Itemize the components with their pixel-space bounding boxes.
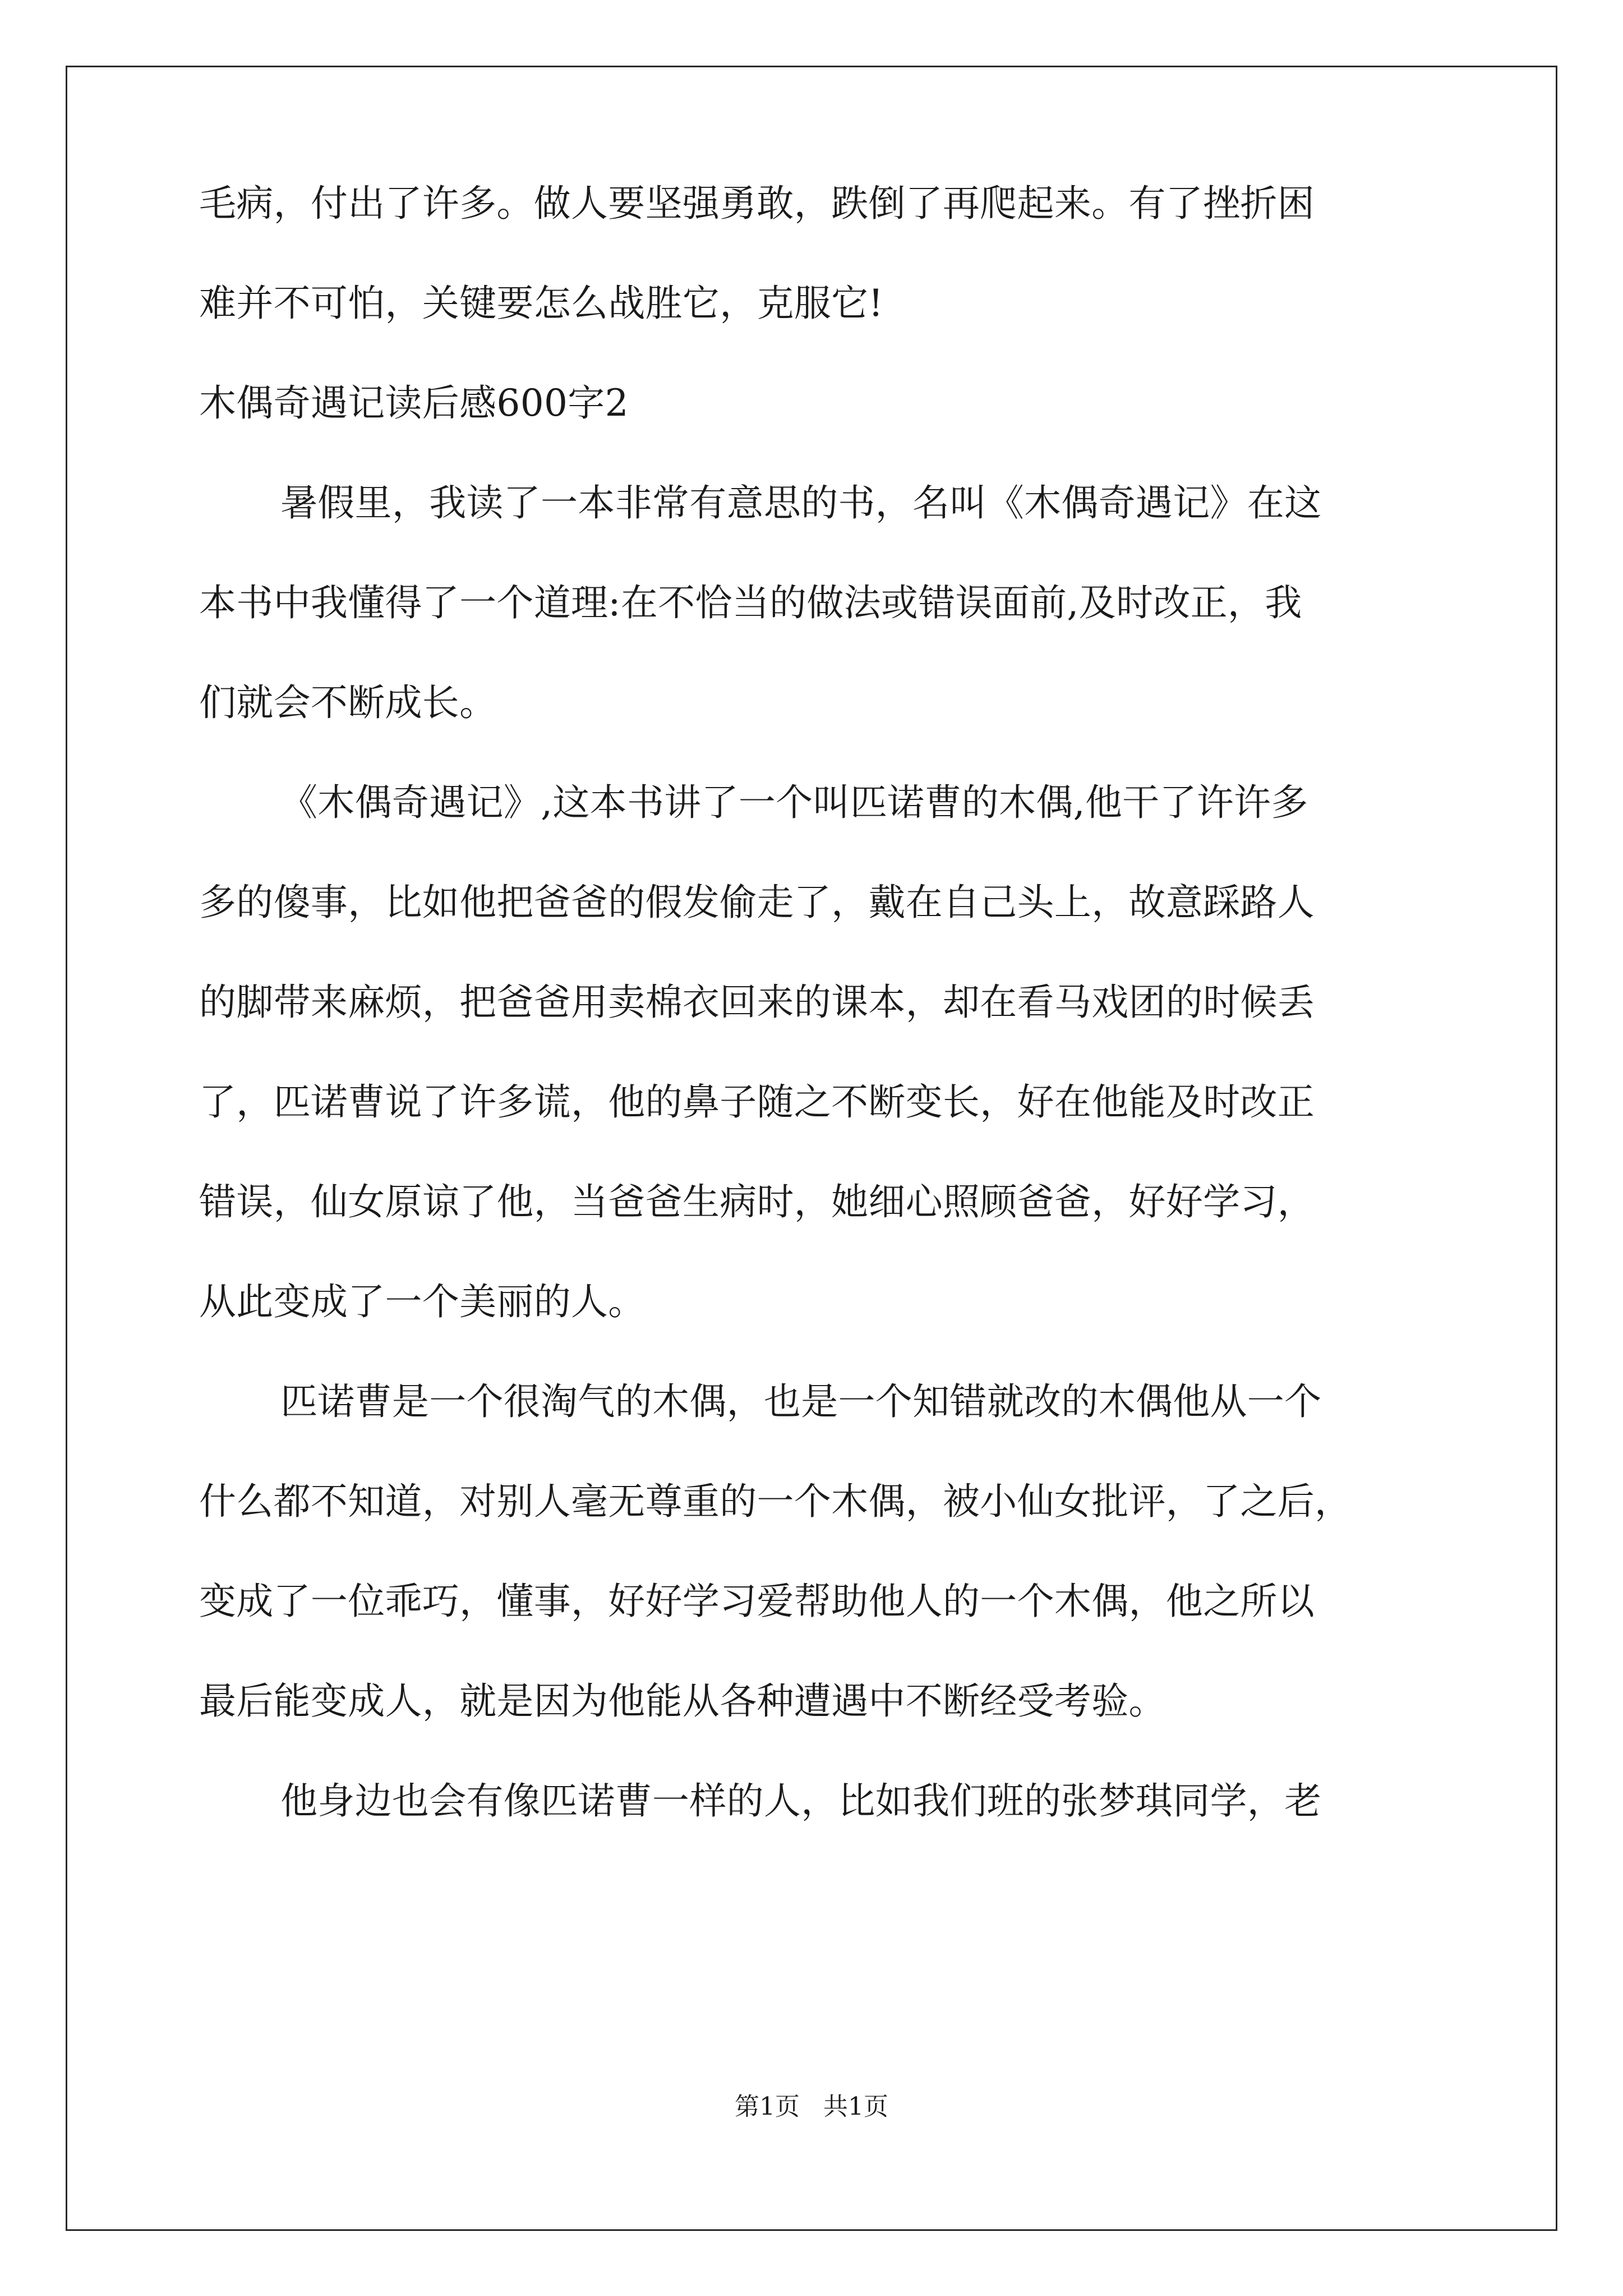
text-line: 错误，仙女原谅了他，当爸爸生病时，她细心照顾爸爸，好好学习， bbox=[199, 1180, 1315, 1223]
text-line: 们就会不断成长。 bbox=[199, 681, 497, 724]
text-line: 了，匹诺曹说了许多谎，他的鼻子随之不断变长，好在他能及时改正 bbox=[199, 1080, 1315, 1124]
page-footer: 第1页 共1页 bbox=[735, 2092, 888, 2121]
text-line: 本书中我懂得了一个道理:在不恰当的做法或错误面前,及时改正，我 bbox=[199, 581, 1302, 624]
text-line: 难并不可怕，关键要怎么战胜它，克服它! bbox=[199, 282, 884, 325]
text-line: 什么都不知道，对别人毫无尊重的一个木偶，被小仙女批评，了之后， bbox=[199, 1480, 1352, 1523]
text-line: 暑假里，我读了一本非常有意思的书，名叫《木偶奇遇记》在这 bbox=[280, 481, 1322, 524]
section-heading: 木偶奇遇记读后感600字2 bbox=[199, 381, 629, 425]
text-line: 的脚带来麻烦，把爸爸用卖棉衣回来的课本，却在看马戏团的时候丢 bbox=[199, 981, 1315, 1024]
text-line: 从此变成了一个美丽的人。 bbox=[199, 1280, 645, 1323]
text-line: 多的傻事，比如他把爸爸的假发偷走了，戴在自己头上，故意踩路人 bbox=[199, 881, 1315, 924]
text-line: 匹诺曹是一个很淘气的木偶，也是一个知错就改的木偶他从一个 bbox=[280, 1380, 1322, 1423]
document-body bbox=[199, 182, 1433, 1883]
text-line: 毛病，付出了许多。做人要坚强勇敢，跌倒了再爬起来。有了挫折困 bbox=[199, 182, 1315, 225]
text-line: 变成了一位乖巧，懂事，好好学习爱帮助他人的一个木偶，他之所以 bbox=[199, 1580, 1315, 1623]
text-line: 他身边也会有像匹诺曹一样的人，比如我们班的张梦琪同学，老 bbox=[280, 1779, 1322, 1823]
text-line: 《木偶奇遇记》,这本书讲了一个叫匹诺曹的木偶,他干了许许多 bbox=[280, 781, 1308, 824]
text-line: 最后能变成人，就是因为他能从各种遭遇中不断经受考验。 bbox=[199, 1680, 1166, 1723]
